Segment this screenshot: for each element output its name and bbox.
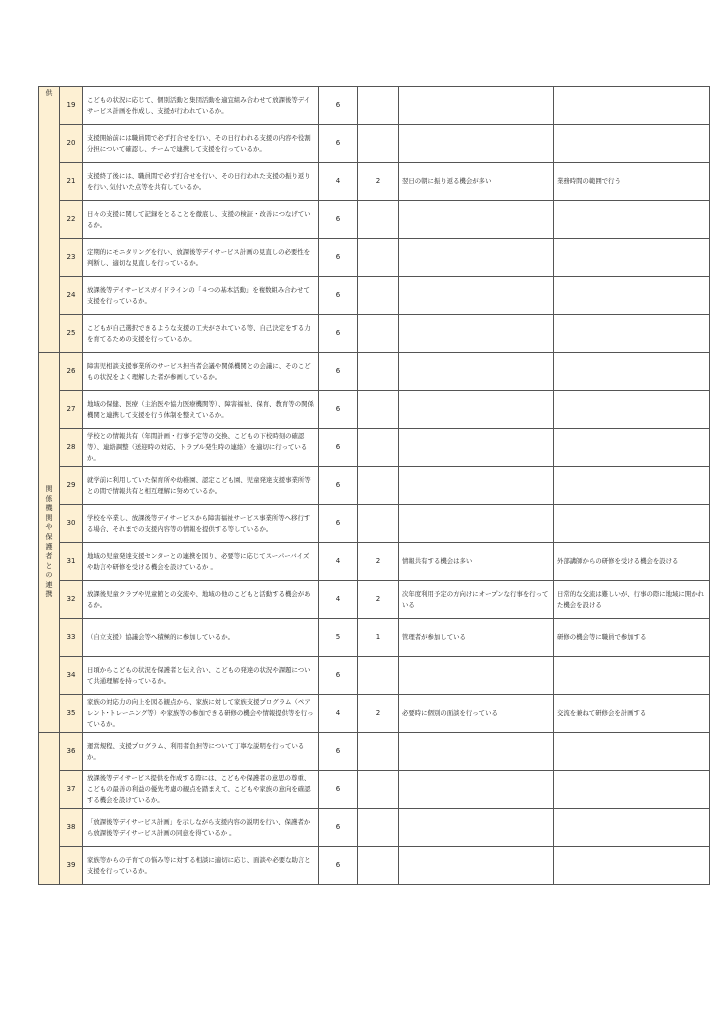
- question-text: 地域の保健、医療（主治医や協力医療機関等）、障害福祉、保育、教育等の関係機関と連携して支援を行う体制を整えているか。: [83, 391, 319, 429]
- improvement-plan: [554, 847, 710, 885]
- table-row: [39, 771, 710, 809]
- situation-note: [399, 125, 554, 163]
- improvement-plan: [554, 429, 710, 467]
- situation-note: [399, 353, 554, 391]
- situation-note: [399, 657, 554, 695]
- yes-count: 4: [319, 543, 358, 581]
- question-text: こどもが自己選択できるような支援の工夫がされている等、自己決定をする力を育てるための支援を行っているか。: [83, 315, 319, 353]
- no-count: [358, 505, 399, 543]
- no-count: 2: [358, 581, 399, 619]
- yes-count: 6: [319, 353, 358, 391]
- yes-count: 6: [319, 201, 358, 239]
- improvement-plan: 研修の機会等に職員で参加する: [554, 619, 710, 657]
- table-row: [39, 125, 710, 163]
- no-count: 2: [358, 163, 399, 201]
- question-text: 支援終了後には、職員間で必ず打合せを行い、その日行われた支援の振り返りを行い､気付いた点等を共有しているか。: [83, 163, 319, 201]
- no-count: [358, 657, 399, 695]
- yes-count: 6: [319, 429, 358, 467]
- question-text: 学校との情報共有（年間計画・行事予定等の交換、こどもの下校時刻の確認等）、連絡調整（送迎時の対応、トラブル発生時の連絡）を適切に行っているか。: [83, 429, 319, 467]
- question-text: 障害児相談支援事業所のサービス担当者会議や関係機関との会議に、そのこどもの状況をよく理解した者が参画しているか。: [83, 353, 319, 391]
- no-count: [358, 771, 399, 809]
- row-number: 29: [60, 467, 83, 505]
- situation-note: [399, 239, 554, 277]
- table-row: [39, 201, 710, 239]
- question-text: 支援開始前には職員間で必ず打合せを行い、その日行われる支援の内容や役割分担について確認し、チームで連携して支援を行っているか。: [83, 125, 319, 163]
- situation-note: [399, 315, 554, 353]
- improvement-plan: [554, 505, 710, 543]
- table-row: [39, 657, 710, 695]
- no-count: [358, 809, 399, 847]
- improvement-plan: [554, 467, 710, 505]
- situation-note: 管理者が参加している: [399, 619, 554, 657]
- situation-note: 次年度利用予定の方向けにオープンな行事を行っている: [399, 581, 554, 619]
- improvement-plan: [554, 353, 710, 391]
- table-row: [39, 809, 710, 847]
- situation-note: [399, 505, 554, 543]
- question-text: 就学前に利用していた保育所や幼稚園、認定こども園、児童発達支援事業所等との間で情報共有と相互理解に努めているか。: [83, 467, 319, 505]
- row-number: 27: [60, 391, 83, 429]
- improvement-plan: [554, 657, 710, 695]
- row-number: 25: [60, 315, 83, 353]
- question-text: （自立支援）協議会等へ積極的に参加しているか。: [83, 619, 319, 657]
- situation-note: 必要時に個別の面談を行っている: [399, 695, 554, 733]
- no-count: [358, 277, 399, 315]
- category-cell: [39, 733, 60, 885]
- row-number: 31: [60, 543, 83, 581]
- yes-count: 4: [319, 163, 358, 201]
- question-text: 運営規程、支援プログラム、利用者負担等について丁寧な説明を行っているか。: [83, 733, 319, 771]
- question-text: 定期的にモニタリングを行い、放課後等デイサービス計画の見直しの必要性を判断し、適切な見直しを行っているか。: [83, 239, 319, 277]
- question-text: 学校を卒業し、放課後等デイサービスから障害福祉サービス事業所等へ移行する場合、それまでの支援内容等の情報を提供する等しているか。: [83, 505, 319, 543]
- situation-note: 情報共有する機会は多い: [399, 543, 554, 581]
- table-row: [39, 505, 710, 543]
- improvement-plan: [554, 391, 710, 429]
- yes-count: 6: [319, 239, 358, 277]
- yes-count: 6: [319, 657, 358, 695]
- yes-count: 6: [319, 277, 358, 315]
- question-text: 地域の児童発達支援センターとの連携を図り、必要等に応じてスーパーバイズや助言や研修を受ける機会を設けているか 。: [83, 543, 319, 581]
- category-cell: [39, 353, 60, 733]
- question-text: 放課後児童クラブや児童館との交流や、地域の他のこどもと活動する機会があるか。: [83, 581, 319, 619]
- question-text: 「放課後等デイサービス計画」を示しながら支援内容の説明を行い、保護者から放課後等デイサービス計画の同意を得ているか 。: [83, 809, 319, 847]
- situation-note: [399, 809, 554, 847]
- yes-count: 5: [319, 619, 358, 657]
- yes-count: 6: [319, 467, 358, 505]
- no-count: [358, 315, 399, 353]
- yes-count: 6: [319, 733, 358, 771]
- row-number: 26: [60, 353, 83, 391]
- table-row: [39, 315, 710, 353]
- question-text: 家族の対応力の向上を図る観点から、家族に対して家族支援プログラム（ペアレント･トレーニング等）や家族等の参加できる研修の機会や情報提供等を行っているか。: [83, 695, 319, 733]
- category-label: 供: [45, 89, 53, 97]
- no-count: [358, 87, 399, 125]
- improvement-plan: [554, 315, 710, 353]
- improvement-plan: [554, 125, 710, 163]
- situation-note: [399, 87, 554, 125]
- situation-note: [399, 277, 554, 315]
- table-row: [39, 733, 710, 771]
- no-count: [358, 353, 399, 391]
- row-number: 19: [60, 87, 83, 125]
- row-number: 30: [60, 505, 83, 543]
- table-row: [39, 467, 710, 505]
- situation-note: [399, 771, 554, 809]
- no-count: [358, 847, 399, 885]
- question-text: 放課後等デイサービス提供を作成する際には、こどもや保護者の意思の尊重、こどもの最善の利益の優先考慮の観点を踏まえて、こどもや家族の意向を確認する機会を設けているか。: [83, 771, 319, 809]
- table-row: [39, 619, 710, 657]
- situation-note: [399, 847, 554, 885]
- situation-note: [399, 467, 554, 505]
- improvement-plan: [554, 277, 710, 315]
- improvement-plan: [554, 201, 710, 239]
- table-row: [39, 163, 710, 201]
- table-row: [39, 695, 710, 733]
- row-number: 23: [60, 239, 83, 277]
- improvement-plan: 業務時間の範囲で行う: [554, 163, 710, 201]
- no-count: [358, 733, 399, 771]
- no-count: 2: [358, 543, 399, 581]
- situation-note: [399, 733, 554, 771]
- table-row: [39, 429, 710, 467]
- improvement-plan: [554, 809, 710, 847]
- row-number: 32: [60, 581, 83, 619]
- row-number: 28: [60, 429, 83, 467]
- no-count: 2: [358, 695, 399, 733]
- improvement-plan: 外部講師からの研修を受ける機会を設ける: [554, 543, 710, 581]
- improvement-plan: [554, 87, 710, 125]
- yes-count: 4: [319, 695, 358, 733]
- yes-count: 6: [319, 87, 358, 125]
- row-number: 38: [60, 809, 83, 847]
- question-text: 放課後等デイサービスガイドラインの「４つの基本活動」を複数組み合わせて支援を行っているか。: [83, 277, 319, 315]
- yes-count: 6: [319, 315, 358, 353]
- row-number: 22: [60, 201, 83, 239]
- table-row: [39, 543, 710, 581]
- category-label: 関係機関や保護者との連携: [45, 484, 53, 599]
- table-row: [39, 847, 710, 885]
- table-row: [39, 239, 710, 277]
- category-cell: [39, 87, 60, 353]
- table-row: [39, 353, 710, 391]
- question-text: 日頃からこどもの状況を保護者と伝え合い、こどもの発達の状況や課題について共通理解を持っているか。: [83, 657, 319, 695]
- evaluation-table: [38, 86, 710, 885]
- no-count: [358, 201, 399, 239]
- row-number: 34: [60, 657, 83, 695]
- yes-count: 4: [319, 581, 358, 619]
- no-count: 1: [358, 619, 399, 657]
- situation-note: [399, 429, 554, 467]
- improvement-plan: [554, 239, 710, 277]
- table-row: [39, 87, 710, 125]
- yes-count: 6: [319, 391, 358, 429]
- row-number: 35: [60, 695, 83, 733]
- no-count: [358, 239, 399, 277]
- yes-count: 6: [319, 847, 358, 885]
- yes-count: 6: [319, 505, 358, 543]
- yes-count: 6: [319, 125, 358, 163]
- no-count: [358, 391, 399, 429]
- yes-count: 6: [319, 809, 358, 847]
- question-text: 日々の支援に関して記録をとることを徹底し、支援の検証・改善につなげているか。: [83, 201, 319, 239]
- row-number: 37: [60, 771, 83, 809]
- situation-note: [399, 391, 554, 429]
- improvement-plan: [554, 771, 710, 809]
- yes-count: 6: [319, 771, 358, 809]
- situation-note: 翌日の朝に振り返る機会が多い: [399, 163, 554, 201]
- question-text: 家族等からの子育ての悩み等に対する相談に適切に応じ、面談や必要な助言と支援を行っているか。: [83, 847, 319, 885]
- row-number: 20: [60, 125, 83, 163]
- row-number: 39: [60, 847, 83, 885]
- row-number: 21: [60, 163, 83, 201]
- row-number: 33: [60, 619, 83, 657]
- no-count: [358, 125, 399, 163]
- no-count: [358, 467, 399, 505]
- row-number: 36: [60, 733, 83, 771]
- table-row: [39, 277, 710, 315]
- table-row: [39, 581, 710, 619]
- improvement-plan: [554, 733, 710, 771]
- situation-note: [399, 201, 554, 239]
- row-number: 24: [60, 277, 83, 315]
- improvement-plan: 交流を兼ねて研修会を計画する: [554, 695, 710, 733]
- improvement-plan: 日常的な交流は難しいが、行事の際に地域に開かれた機会を設ける: [554, 581, 710, 619]
- question-text: こどもの状況に応じて、個別活動と集団活動を適宜組み合わせて放課後等デイサービス計画を作成し、支援が行われているか。: [83, 87, 319, 125]
- table-row: [39, 391, 710, 429]
- no-count: [358, 429, 399, 467]
